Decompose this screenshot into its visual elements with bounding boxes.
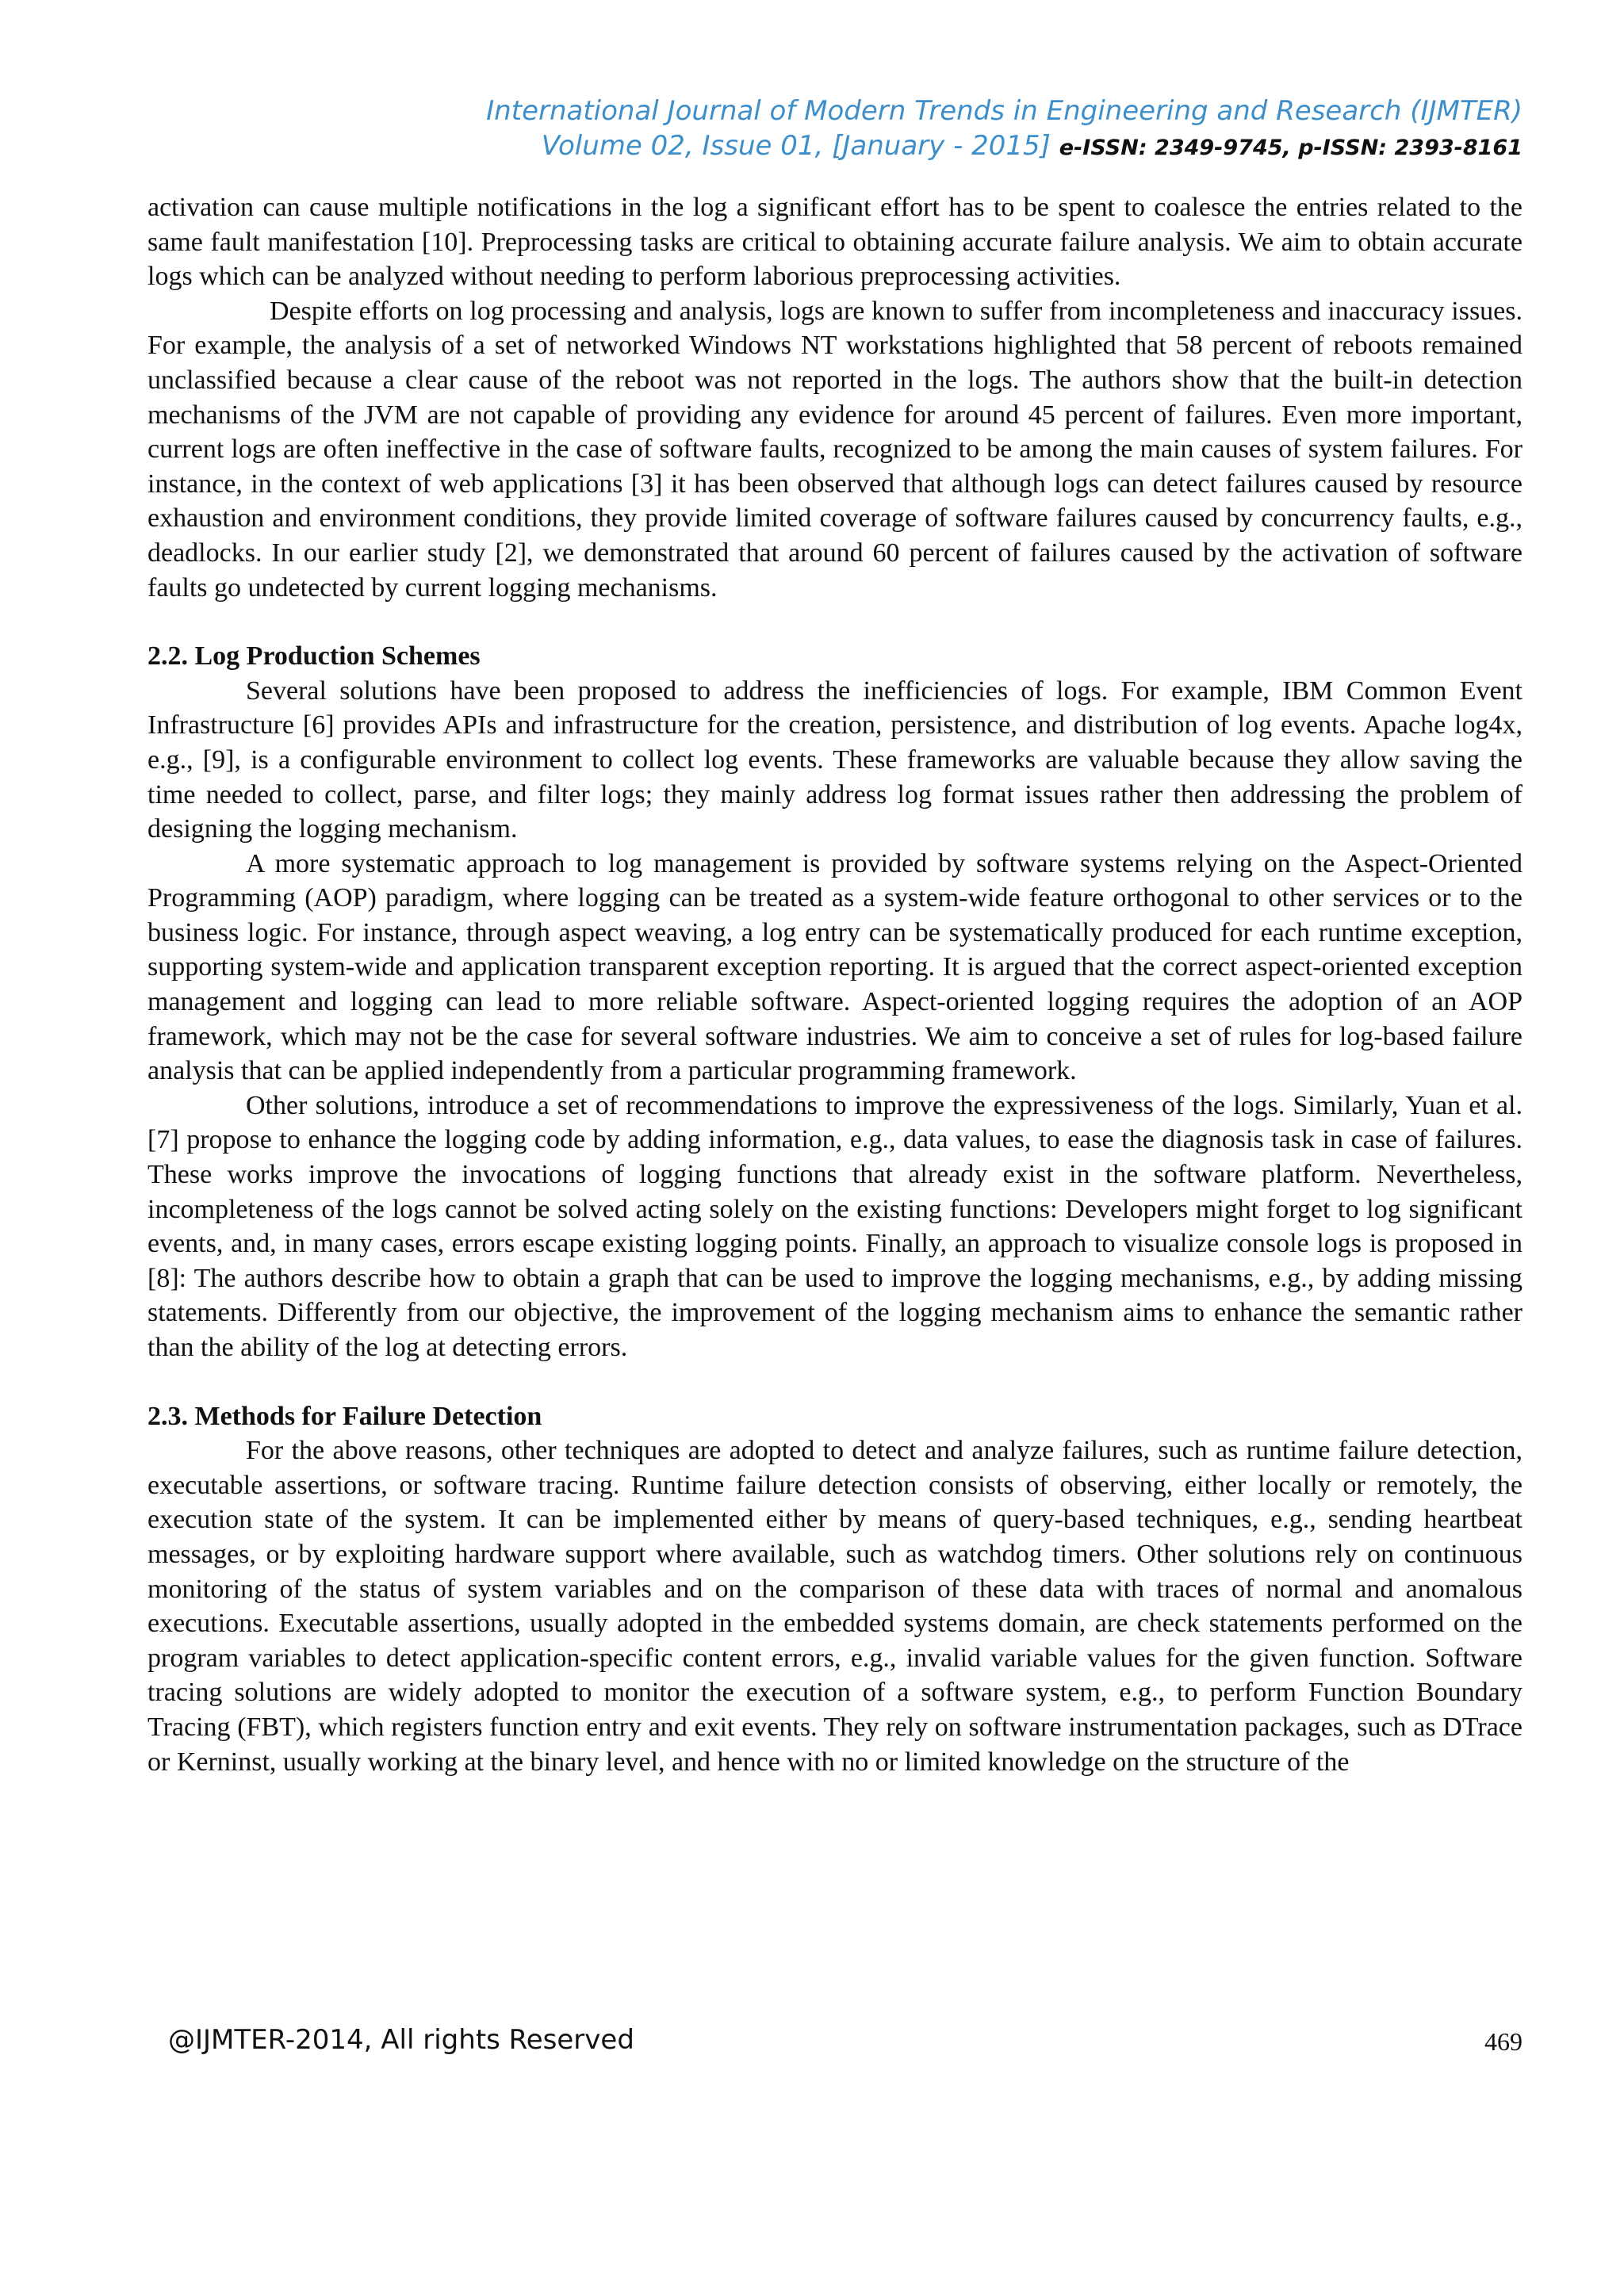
paragraph-log-incompleteness: Despite efforts on log processing and analysis, logs are known to suffer from incompleteness and inaccuracy issues. For example, the analysis of a set of networked Windows NT workstations highlighted that 58 percent of reboots remained unclassified because a clear cause of the reboot was not reported in the logs. The authors show that the built-in detection mechanisms of the JVM are not capable of providing any evidence for around 45 percent of failures. Even more important, current logs are often ineffective in the case of software faults, recognized to be among the main causes of system failures. For instance, in the context of web applications [3] it has been observed that although logs can detect failures caused by resource exhaustion and environment conditions, they provide limited coverage of software failures caused by concurrency faults, e.g., deadlocks. In our earlier study [2], we demonstrated that around 60 percent of failures caused by the activation of software faults go undetected by current logging mechanisms.	[147, 296, 1522, 603]
volume-issue: Volume 02, Issue 01, [January - 2015]	[541, 130, 1051, 162]
paragraph-logging-recommendations: Other solutions, introduce a set of recommendations to improve the expressiveness of the logs. Similarly, Yuan et al. [7] propose to enhance the logging code by adding information, e.g., data values, to ease the diagnosis task in case of failures. These works improve the invocations of logging functions that already exist in the software platform. Nevertheless, incompleteness of the logs cannot be solved acting solely on the existing functions: Developers might forget to log significant events, and, in many cases, errors escape existing logging points. Finally, an approach to visualize console logs is proposed in [8]: The authors describe how to obtain a graph that can be used to improve the logging mechanisms, e.g., by adding missing statements. Differently from our objective, the improvement of the logging mechanism aims to enhance the semantic rather than the ability of the log at detecting errors.	[147, 1090, 1522, 1362]
page-footer	[147, 2024, 1522, 2064]
copyright-notice: @IJMTER-2014, All rights Reserved	[168, 2024, 634, 2056]
paragraph-log-frameworks: Several solutions have been proposed to address the inefficiencies of logs. For example, IBM Common Event Infrastructure [6] provides APIs and infrastructure for the creation, persistence, and distribution of log events. Apache log4x, e.g., [9], is a configurable environment to collect log events. These frameworks are valuable because they allow saving the time needed to collect, parse, and filter logs; they mainly address log format issues rather then addressing the problem of designing the logging mechanism.	[147, 675, 1522, 844]
journal-header	[147, 94, 1522, 166]
journal-volume-line	[147, 128, 1522, 166]
page-number: 469	[1484, 2027, 1522, 2056]
paragraph-aop-logging: A more systematic approach to log management is provided by software systems relying on the Aspect-Oriented Programming (AOP) paradigm, where logging can be treated as a system-wide feature orthogonal to other services or to the business logic. For instance, through aspect weaving, a log entry can be systematically produced for each runtime exception, supporting system-wide and application transparent exception reporting. It is argued that the correct aspect-oriented exception management and logging can lead to more reliable software. Aspect-oriented logging requires the adoption of an AOP framework, which may not be the case for several software industries. We aim to conceive a set of rules for log-based failure analysis that can be applied independently from a particular programming framework.	[147, 848, 1522, 1086]
paragraph-detection-techniques: For the above reasons, other techniques are adopted to detect and analyze failures, such as runtime failure detection, executable assertions, or software tracing. Runtime failure detection consists of observing, either locally or remotely, the execution state of the system. It can be implemented either by means of query-based techniques, e.g., sending heartbeat messages, or by exploiting hardware support where available, such as watchdog timers. Other solutions rely on continuous monitoring of the status of system variables and on the comparison of these data with traces of normal and anomalous executions. Executable assertions, usually adopted in the embedded systems domain, are check statements performed on the program variables to detect application-specific content errors, e.g., invalid variable values for the given function. Software tracing solutions are widely adopted to monitor the execution of a software system, e.g., to perform Function Boundary Tracing (FBT), which registers function entry and exit events. They rely on software instrumentation packages, such as DTrace or Kerninst, usually working at the binary level, and hence with no or limited knowledge on the structure of the	[147, 1436, 1522, 1777]
journal-title: International Journal of Modern Trends in Engineering and Research (IJMTER)	[486, 95, 1522, 127]
issn-numbers: e-ISSN: 2349-9745, p-ISSN: 2393-8161	[1059, 136, 1522, 160]
paragraph-preprocessing: activation can cause multiple notifications in the log a significant effort has to be spent to coalesce the entries related to the same fault manifestation [10]. Preprocessing tasks are critical to obtaining accurate failure analysis. We aim to obtain accurate logs which can be analyzed without needing to perform laborious preprocessing activities.	[147, 193, 1522, 292]
section-heading-log-production-schemes: 2.2. Log Production Schemes	[147, 641, 481, 672]
section-heading-failure-detection: 2.3. Methods for Failure Detection	[147, 1401, 542, 1431]
article-body	[147, 190, 1522, 1779]
